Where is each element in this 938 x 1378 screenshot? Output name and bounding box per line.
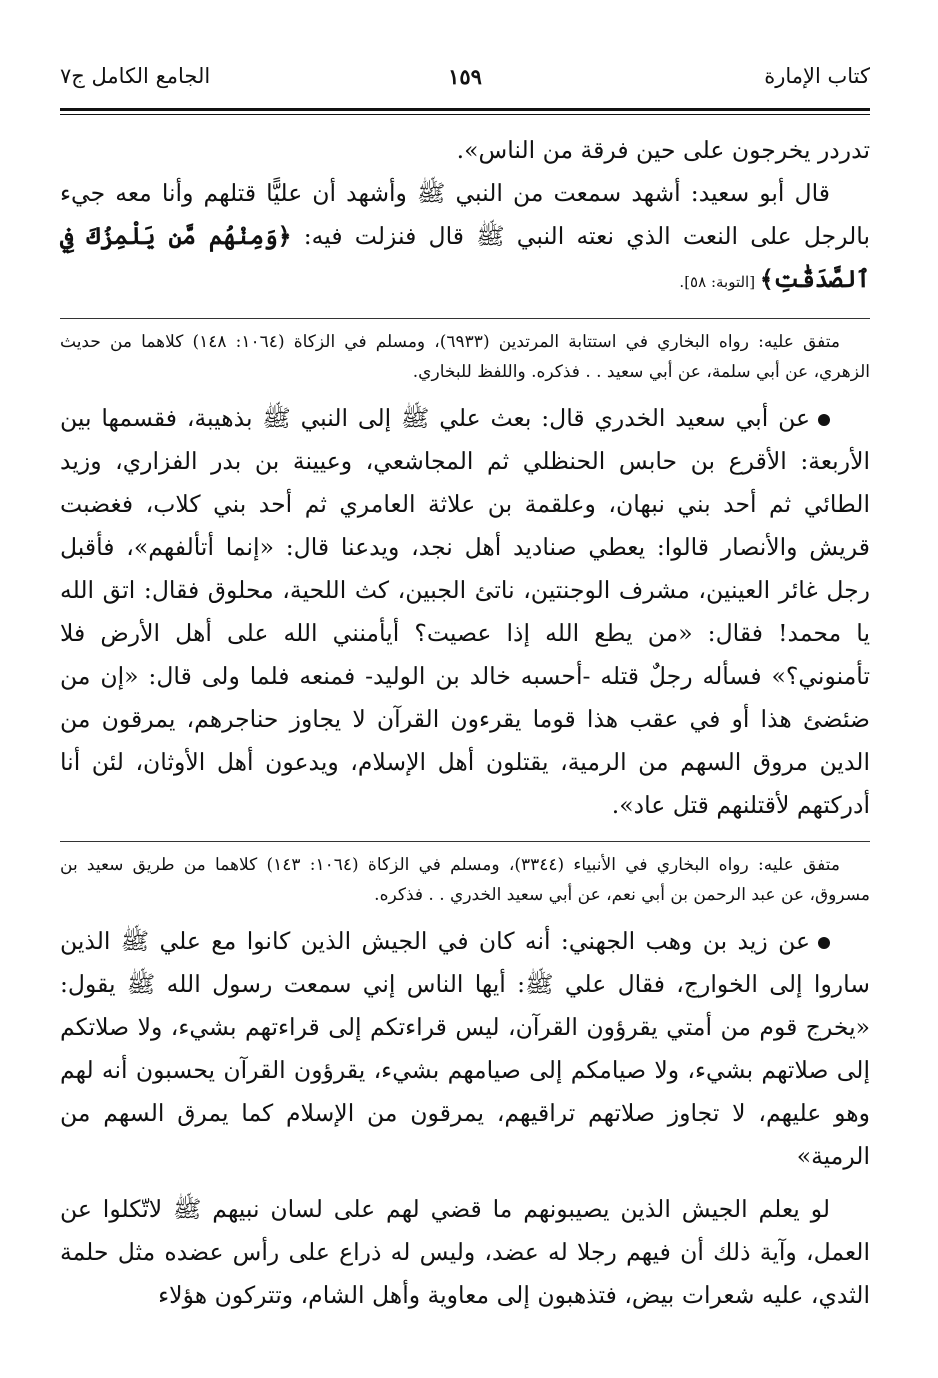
paragraph-2 xyxy=(60,172,870,304)
header-rule-thin xyxy=(60,114,870,115)
paragraph-3 xyxy=(60,397,870,827)
paragraph-2-text: قال أبو سعيد: أشهد سمعت من النبي ﷺ وأشهد أن عليًّا قتلهم وأنا معه جيء بالرجل على النعت الذي نعته النبي ﷺ قال فنزلت فيه: xyxy=(60,179,870,250)
bullet-icon xyxy=(818,414,830,426)
book-title: كتاب الإمارة xyxy=(764,64,870,88)
paragraph-4-text: عن زيد بن وهب الجهني: أنه كان في الجيش الذين كانوا مع علي ﷺ الذين ساروا إلى الخوارج، فقال علي ﷺ: أيها الناس إني سمعت رسول الله ﷺ يقول: «يخرج قوم من أمتي يقرؤون القرآن، ليس قراءتكم إلى قراءتهم بشيء، ولا صلاتكم إلى صلاتهم بشيء، ولا صيامكم إلى صيامهم بشيء، يقرؤون القرآن يحسبون أنه لهم وهو عليهم، لا تجاوز صلاتهم تراقيهم، يمرقون من الإسلام كما يمرق السهم من الرمية» xyxy=(60,927,870,1170)
bullet-icon xyxy=(818,937,830,949)
footnote-divider xyxy=(60,841,870,842)
paragraph-5: لو يعلم الجيش الذين يصيبونهم ما قضي لهم على لسان نبيهم ﷺ لاتّكلوا عن العمل، وآية ذلك أن فيهم رجلا له عضد، وليس له ذراع على رأس عضده مثل حلمة الثدي، عليه شعرات بيض، فتذهبون إلى معاوية وأهل الشام، وتتركون هؤلاء xyxy=(60,1195,870,1309)
verse-reference: [التوبة: ٥٨]. xyxy=(679,273,760,291)
collection-title: الجامع الكامل ج٧ xyxy=(60,64,211,88)
paragraph-4 xyxy=(60,920,870,1178)
document-page xyxy=(60,60,870,1317)
page-number: ١٥٩ xyxy=(448,64,482,89)
footnote-divider xyxy=(60,318,870,319)
paragraph-1: تدردر يخرجون على حين فرقة من الناس». xyxy=(456,136,870,164)
page-header xyxy=(60,60,870,100)
footnote-2: متفق عليه: رواه البخاري في الأنبياء (٣٣٤٤)، ومسلم في الزكاة (١٠٦٤: ١٤٣) كلاهما من طريق سعيد بن مسروق، عن عبد الرحمن بن أبي نعم، عن أبي سعيد الخدري . . فذكره. xyxy=(60,855,870,905)
header-rule-thick xyxy=(60,108,870,111)
footnote-1: متفق عليه: رواه البخاري في استتابة المرتدين (٦٩٣٣)، ومسلم في الزكاة (١٠٦٤: ١٤٨) كلاهما من حديث الزهري، عن أبي سلمة، عن أبي سعيد . . فذكره. واللفظ للبخاري. xyxy=(60,332,870,382)
quran-verse: ﴿وَمِنْهُم مَّن يَلْمِزُكَ فِي ٱلصَّدَقَٰتِ﴾ xyxy=(60,222,870,293)
paragraph-3-text: عن أبي سعيد الخدري قال: بعث علي ﷺ إلى النبي ﷺ بذهيبة، فقسمها بين الأربعة: الأقرع بن حابس الحنظلي ثم المجاشعي، وعيينة بن بدر الفزاري، وزيد الطائي ثم أحد بني نبهان، وعلقمة بن علاثة العامري ثم أحد بني كلاب، فغضبت قريش والأنصار قالوا: يعطي صناديد أهل نجد، ويدعنا قال: «إنما أتألفهم»، فأقبل رجل غائر العينين، مشرف الوجنتين، ناتئ الجبين، كث اللحية، محلوق فقال: اتق الله يا محمد! فقال: «من يطع الله إذا عصيت؟ أيأمنني الله على أهل الأرض فلا تأمنوني؟» فسأله رجلٌ قتله -أحسبه خالد بن الوليد- فمنعه فلما ولى قال: «إن من ضئضئ هذا أو في عقب هذا قوما يقرءون القرآن لا يجاوز حناجرهم، يمرقون من الدين مروق السهم من الرمية، يقتلون أهل الإسلام، ويدعون أهل الأوثان، لئن أنا أدركتهم لأقتلنهم قتل عاد». xyxy=(60,404,870,819)
